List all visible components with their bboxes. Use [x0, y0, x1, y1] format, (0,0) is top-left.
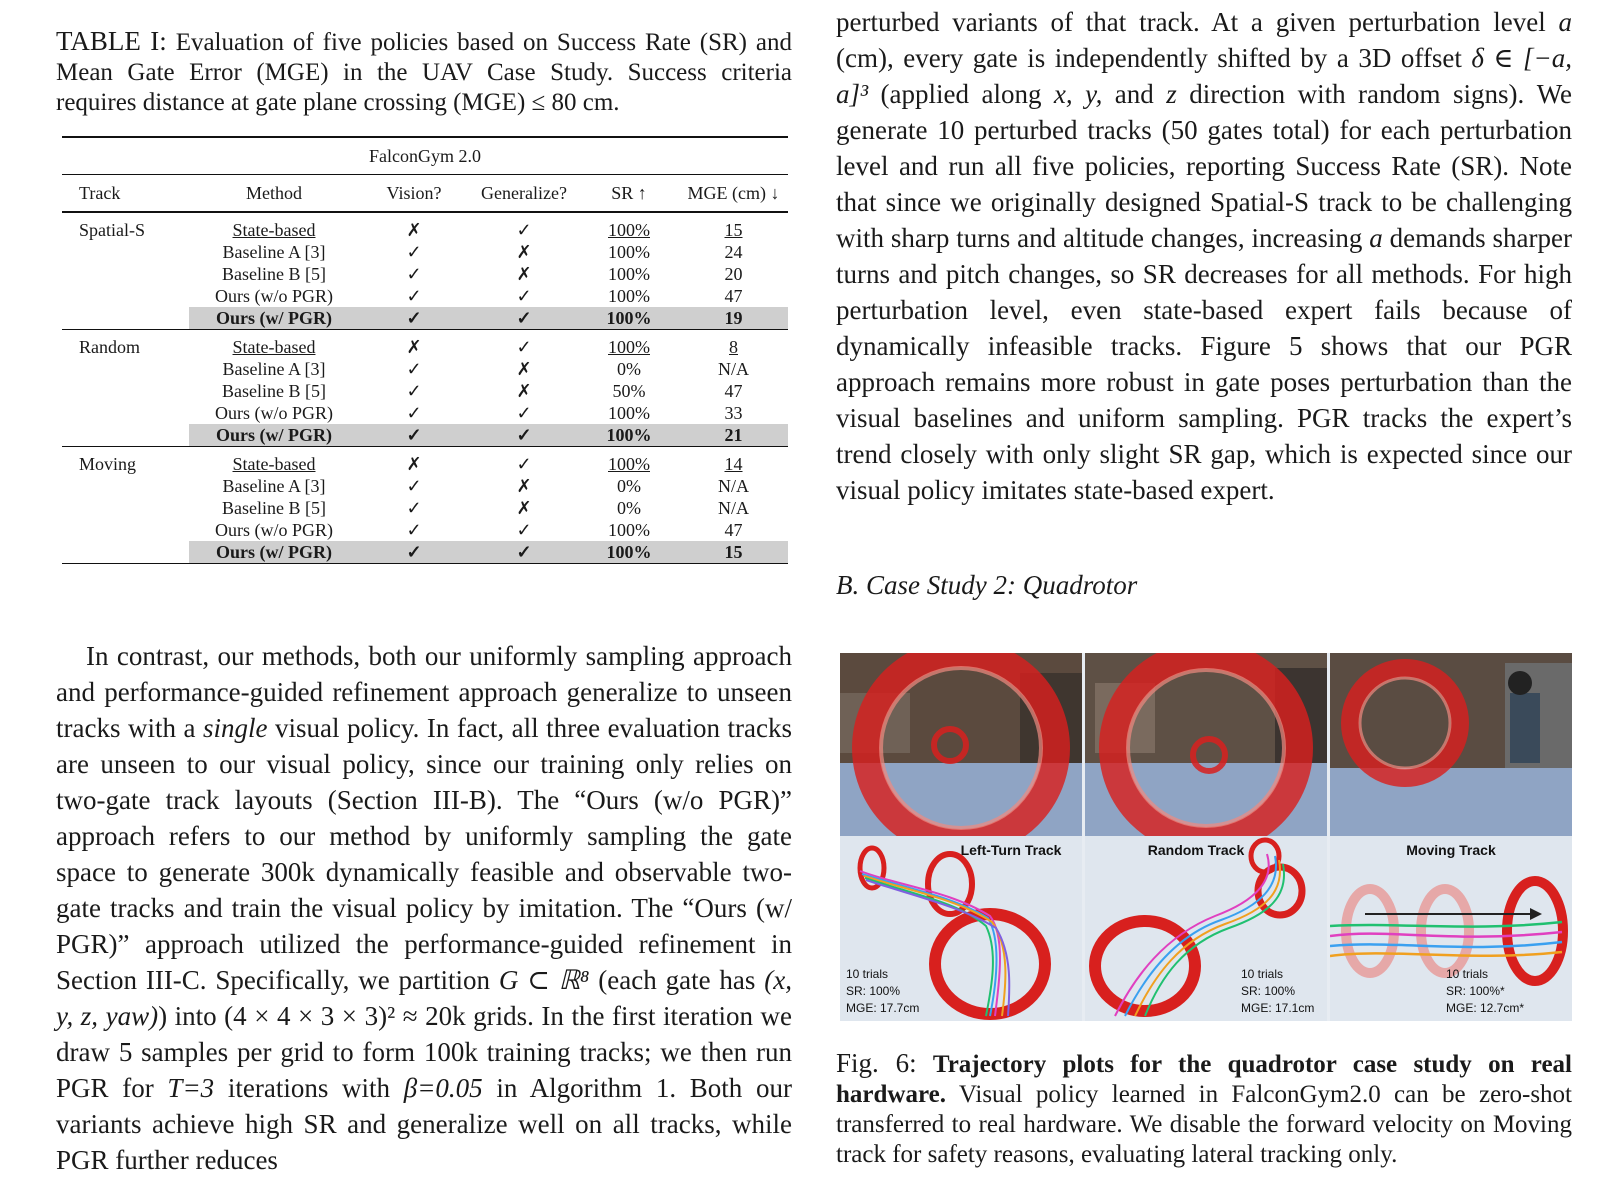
cell-mge	[679, 475, 788, 497]
cell-vision	[359, 285, 469, 307]
cell-vision-text: ✓	[406, 520, 422, 540]
cell-sr	[579, 519, 679, 541]
table-header-row	[62, 175, 788, 213]
cell-mge	[679, 519, 788, 541]
cell-mge-text: 47	[724, 286, 743, 306]
cell-generalize-text: ✗	[516, 359, 532, 379]
figure-caption-bold: Trajectory plots for the quadrotor case study on real hardware.	[836, 1051, 1572, 1108]
cell-mge	[679, 380, 788, 402]
cell-generalize-text: ✗	[516, 498, 532, 518]
stat-trials: 10 trials	[846, 967, 889, 981]
cell-method-text: State-based	[232, 220, 316, 240]
cell-sr	[579, 497, 679, 519]
table-body	[62, 212, 788, 564]
photo-left-turn	[840, 653, 1082, 836]
cell-sr-text: 0%	[617, 476, 641, 496]
cell-method-text: Ours (w/o PGR)	[214, 286, 333, 306]
plot-title: Moving Track	[1406, 842, 1496, 858]
cell-generalize	[469, 241, 579, 263]
cell-generalize-text: ✓	[516, 308, 532, 328]
cell-vision-text: ✓	[406, 286, 422, 306]
cell-generalize	[469, 358, 579, 380]
cell-generalize-text: ✓	[516, 220, 532, 240]
cell-sr	[579, 475, 679, 497]
stat-mge: MGE: 17.1cm	[1241, 1001, 1315, 1015]
cell-vision-text: ✗	[406, 337, 422, 357]
cell-sr-text: 0%	[617, 359, 641, 379]
figure-6	[840, 653, 1572, 1021]
cell-mge-text: N/A	[718, 498, 749, 518]
right-body-text	[836, 4, 1572, 508]
results-table	[62, 136, 788, 564]
cell-generalize-text: ✓	[516, 403, 532, 423]
cell-generalize-text: ✓	[516, 425, 532, 445]
text-run: and	[1102, 79, 1167, 109]
cell-mge-text: 24	[724, 242, 743, 262]
cell-mge	[679, 307, 788, 330]
cell-sr-text: 100%	[608, 520, 650, 540]
cell-generalize-text: ✓	[516, 542, 532, 562]
table-caption	[56, 26, 792, 118]
cell-mge-text: 33	[724, 403, 743, 423]
photo-left-turn-art	[840, 653, 1082, 836]
cell-vision	[359, 330, 469, 359]
stat-sr: SR: 100%	[1241, 984, 1296, 998]
math: x, y,	[1053, 79, 1103, 109]
cell-track-text: Random	[79, 337, 140, 357]
cell-track	[62, 541, 189, 564]
cell-method-text: Ours (w/ PGR)	[216, 542, 332, 562]
cell-vision	[359, 307, 469, 330]
cell-vision	[359, 447, 469, 476]
cell-sr-text: 100%	[608, 403, 650, 423]
cell-generalize	[469, 424, 579, 447]
cell-vision-text: ✓	[406, 264, 422, 284]
figure-caption-text: Visual policy learned in FalconGym2.0 can be zero-shot transferred to real hardware. We disable the forward velocity on Moving track for safety reasons, evaluating lateral tracking only.	[836, 1081, 1572, 1168]
cell-generalize-text: ✗	[516, 476, 532, 496]
cell-sr	[579, 358, 679, 380]
text-run: direction with random signs). We generate 10 perturbed tracks (50 gates total) for each perturbation level and run all five policies, reporting Success Rate (SR). Note that since we originally designed Spatial-S track to be challenging with sharp turns and altitude changes, increasing	[836, 79, 1572, 253]
cell-mge	[679, 330, 788, 359]
cell-track	[62, 475, 189, 497]
text-run: (applied along	[868, 79, 1054, 109]
cell-vision-text: ✓	[406, 359, 422, 379]
math: δ ∈ [−a, a]³	[836, 43, 1572, 109]
cell-mge	[679, 263, 788, 285]
cell-mge-text: N/A	[718, 476, 749, 496]
plot-stats	[1446, 966, 1524, 1017]
cell-sr	[579, 424, 679, 447]
cell-generalize	[469, 475, 579, 497]
table-row	[62, 330, 788, 359]
left-body-text	[56, 638, 792, 1178]
cell-track	[62, 212, 189, 241]
cell-generalize	[469, 497, 579, 519]
cell-mge-text: 47	[724, 520, 743, 540]
cell-mge	[679, 212, 788, 241]
cell-sr-text: 100%	[608, 286, 650, 306]
table-row	[62, 424, 788, 447]
photo-moving	[1330, 653, 1572, 836]
cell-mge-text: 47	[724, 381, 743, 401]
cell-generalize-text: ✓	[516, 520, 532, 540]
stat-trials: 10 trials	[1241, 967, 1284, 981]
plot-moving	[1330, 836, 1572, 1021]
cell-method	[189, 358, 359, 380]
cell-mge-text: 14	[724, 454, 743, 474]
cell-generalize	[469, 285, 579, 307]
cell-mge	[679, 497, 788, 519]
text-run: demands sharper turns and pitch changes, so SR decreases for all methods. For high perturbation level, even state-based expert fails because of dynamically infeasible tracks. Figure 5 shows that our PGR approach remains more robust in gate poses perturbation than the visual baselines and uniform sampling. PGR tracks the expert’s trend closely with only slight SR gap, which is expected since our visual policy imitates state-based expert.	[836, 223, 1572, 505]
table-row	[62, 307, 788, 330]
cell-track	[62, 285, 189, 307]
cell-method	[189, 519, 359, 541]
stat-sr: SR: 100%	[846, 984, 901, 998]
cell-method-text: Ours (w/ PGR)	[216, 425, 332, 445]
cell-vision	[359, 497, 469, 519]
text-run: iterations with	[214, 1073, 404, 1103]
cell-generalize	[469, 307, 579, 330]
cell-mge	[679, 424, 788, 447]
stat-sr: SR: 100%*	[1446, 984, 1505, 998]
cell-vision-text: ✓	[406, 476, 422, 496]
cell-method-text: Baseline B [5]	[222, 264, 326, 284]
table-row	[62, 475, 788, 497]
cell-sr	[579, 380, 679, 402]
cell-method	[189, 241, 359, 263]
table-row	[62, 380, 788, 402]
emphasis: single	[202, 713, 268, 743]
cell-method	[189, 212, 359, 241]
cell-track	[62, 447, 189, 476]
cell-vision	[359, 241, 469, 263]
cell-vision-text: ✓	[406, 242, 422, 262]
left-paragraph	[56, 638, 792, 1178]
cell-sr-text: 100%	[608, 264, 650, 284]
cell-mge	[679, 241, 788, 263]
cell-method-text: Baseline A [3]	[222, 359, 326, 379]
table-row	[62, 519, 788, 541]
cell-sr-text: 100%	[606, 308, 652, 328]
plot-title: Random Track	[1147, 842, 1245, 858]
text-run: grids. In the first iteration we draw 5 samples per grid to form 100k training tracks; we then run PGR for	[56, 1001, 792, 1103]
cell-method-text: Ours (w/o PGR)	[214, 403, 333, 423]
plot-random	[1085, 836, 1327, 1021]
cell-vision-text: ✓	[406, 381, 422, 401]
cell-mge-text: 15	[724, 542, 743, 562]
cell-vision	[359, 541, 469, 564]
cell-track-text: Spatial-S	[79, 220, 145, 240]
cell-track	[62, 358, 189, 380]
cell-sr	[579, 285, 679, 307]
cell-generalize	[469, 541, 579, 564]
cell-sr-text: 100%	[606, 425, 652, 445]
cell-method	[189, 447, 359, 476]
photo-random-art	[1085, 653, 1327, 836]
cell-sr	[579, 330, 679, 359]
cell-mge-text: 15	[724, 220, 743, 240]
cell-vision-text: ✓	[406, 403, 422, 423]
header-generalize: Generalize?	[469, 175, 579, 213]
text-run: perturbed variants of that track. At a given perturbation level	[836, 7, 1559, 37]
photo-moving-art	[1330, 653, 1572, 836]
cell-method-text: State-based	[232, 337, 316, 357]
cell-mge-text: N/A	[718, 359, 749, 379]
cell-method-text: Baseline A [3]	[222, 476, 326, 496]
table-row	[62, 497, 788, 519]
cell-track	[62, 497, 189, 519]
cell-method	[189, 263, 359, 285]
cell-generalize	[469, 380, 579, 402]
cell-vision	[359, 212, 469, 241]
stat-mge: MGE: 12.7cm*	[1446, 1001, 1525, 1015]
plot-title: Left-Turn Track	[960, 842, 1062, 858]
cell-method	[189, 380, 359, 402]
cell-mge-text: 8	[729, 337, 738, 357]
cell-vision	[359, 358, 469, 380]
cell-method-text: Ours (w/o PGR)	[214, 520, 333, 540]
header-vision: Vision?	[359, 175, 469, 213]
table-row	[62, 263, 788, 285]
section-heading: B. Case Study 2: Quadrotor	[836, 570, 1138, 600]
table-row	[62, 285, 788, 307]
cell-mge-text: 20	[724, 264, 743, 284]
math: β=0.05	[403, 1073, 483, 1103]
cell-method-text: Baseline B [5]	[222, 381, 326, 401]
cell-generalize	[469, 212, 579, 241]
cell-track	[62, 307, 189, 330]
cell-sr	[579, 212, 679, 241]
cell-sr	[579, 241, 679, 263]
cell-sr-text: 100%	[608, 454, 650, 474]
cell-mge	[679, 541, 788, 564]
table-row	[62, 447, 788, 476]
cell-method	[189, 541, 359, 564]
cell-vision-text: ✓	[406, 542, 422, 562]
math: (4 × 4 × 3 × 3)² ≈ 20k	[224, 1001, 466, 1031]
cell-generalize-text: ✓	[516, 286, 532, 306]
cell-vision	[359, 424, 469, 447]
cell-method	[189, 330, 359, 359]
cell-sr	[579, 402, 679, 424]
cell-vision-text: ✓	[406, 308, 422, 328]
cell-generalize	[469, 447, 579, 476]
cell-generalize-text: ✗	[516, 381, 532, 401]
cell-mge	[679, 447, 788, 476]
cell-generalize	[469, 263, 579, 285]
cell-vision-text: ✗	[406, 220, 422, 240]
cell-mge-text: 21	[724, 425, 743, 445]
text-run: (each gate has	[589, 965, 765, 995]
cell-method-text: State-based	[232, 454, 316, 474]
cell-sr-text: 100%	[608, 242, 650, 262]
cell-method	[189, 424, 359, 447]
table-row	[62, 541, 788, 564]
figure-caption	[836, 1048, 1572, 1170]
cell-mge	[679, 402, 788, 424]
table-caption-text: Evaluation of five policies based on Success Rate (SR) and Mean Gate Error (MGE) in the UAV Case Study. Success criteria requires distance at gate plane crossing (MGE) ≤ 80 cm.	[56, 29, 792, 116]
text-run: ) into	[158, 1001, 225, 1031]
cell-generalize-text: ✗	[516, 264, 532, 284]
cell-vision	[359, 402, 469, 424]
cell-generalize-text: ✓	[516, 454, 532, 474]
cell-method	[189, 475, 359, 497]
text-run: In contrast, our methods, both our uniformly sampling approach and performance-guided refinement approach generalize to unseen tracks with a	[56, 641, 792, 743]
stat-mge: MGE: 17.7cm	[846, 1001, 920, 1015]
cell-vision	[359, 519, 469, 541]
header-sr: SR ↑	[579, 175, 679, 213]
math: z	[1166, 79, 1177, 109]
cell-method	[189, 402, 359, 424]
math: T=3	[167, 1073, 215, 1103]
cell-vision-text: ✓	[406, 498, 422, 518]
cell-mge-text: 19	[724, 308, 743, 328]
cell-sr-text: 0%	[617, 498, 641, 518]
text-run: (cm), every gate is independently shifted by a 3D offset	[836, 43, 1472, 73]
cell-track	[62, 330, 189, 359]
photo-random	[1085, 653, 1327, 836]
cell-vision	[359, 380, 469, 402]
math: G ⊂ ℝ⁸	[498, 965, 590, 995]
cell-vision	[359, 475, 469, 497]
cell-sr	[579, 307, 679, 330]
cell-generalize	[469, 402, 579, 424]
cell-track	[62, 380, 189, 402]
table-row	[62, 241, 788, 263]
cell-mge	[679, 358, 788, 380]
figure-label: Fig. 6:	[836, 1048, 917, 1078]
cell-mge	[679, 285, 788, 307]
math: (x, y, z, yaw)	[56, 965, 792, 1031]
cell-generalize-text: ✓	[516, 337, 532, 357]
plot-stats	[846, 966, 919, 1017]
cell-generalize-text: ✗	[516, 242, 532, 262]
cell-track-text: Moving	[79, 454, 137, 474]
cell-vision	[359, 263, 469, 285]
cell-track	[62, 241, 189, 263]
cell-generalize	[469, 519, 579, 541]
table-row	[62, 358, 788, 380]
table-row	[62, 212, 788, 241]
plot-left-turn	[840, 836, 1082, 1021]
math: a	[1369, 223, 1383, 253]
cell-vision-text: ✗	[406, 454, 422, 474]
table-row	[62, 402, 788, 424]
cell-method	[189, 285, 359, 307]
table-title: FalconGym 2.0	[62, 137, 788, 175]
header-mge: MGE (cm) ↓	[679, 175, 788, 213]
cell-track	[62, 263, 189, 285]
cell-sr-text: 100%	[608, 337, 650, 357]
table-label: TABLE I:	[56, 26, 167, 56]
stat-trials: 10 trials	[1446, 967, 1489, 981]
plot-stats	[1241, 966, 1314, 1017]
cell-sr-text: 100%	[606, 542, 652, 562]
cell-generalize	[469, 330, 579, 359]
right-paragraph	[836, 4, 1572, 508]
math: a	[1558, 7, 1572, 37]
cell-method-text: Baseline B [5]	[222, 498, 326, 518]
header-method: Method	[189, 175, 359, 213]
header-track: Track	[62, 175, 189, 213]
cell-track	[62, 402, 189, 424]
cell-method-text: Ours (w/ PGR)	[216, 308, 332, 328]
cell-sr-text: 50%	[612, 381, 646, 401]
cell-sr	[579, 541, 679, 564]
cell-sr	[579, 447, 679, 476]
cell-method-text: Baseline A [3]	[222, 242, 326, 262]
cell-sr	[579, 263, 679, 285]
cell-method	[189, 307, 359, 330]
text-run: in Algorithm 1. Both our variants achieve high SR and generalize well on all tracks, while PGR further reduces	[56, 1073, 792, 1175]
cell-vision-text: ✓	[406, 425, 422, 445]
cell-sr-text: 100%	[608, 220, 650, 240]
table-title-row	[62, 137, 788, 175]
text-run: visual policy. In fact, all three evaluation tracks are unseen to our visual policy, since our training only relies on two-gate track layouts (Section III-B). The “Ours (w/o PGR)” approach refers to our method by uniformly sampling the gate space to generate 300k dynamically feasible and observable two-gate tracks and train the visual policy by imitation. The “Ours (w/ PGR)” approach utilized the performance-guided refinement in Section III-C. Specifically, we partition	[56, 713, 792, 995]
cell-track	[62, 519, 189, 541]
cell-method	[189, 497, 359, 519]
cell-track	[62, 424, 189, 447]
